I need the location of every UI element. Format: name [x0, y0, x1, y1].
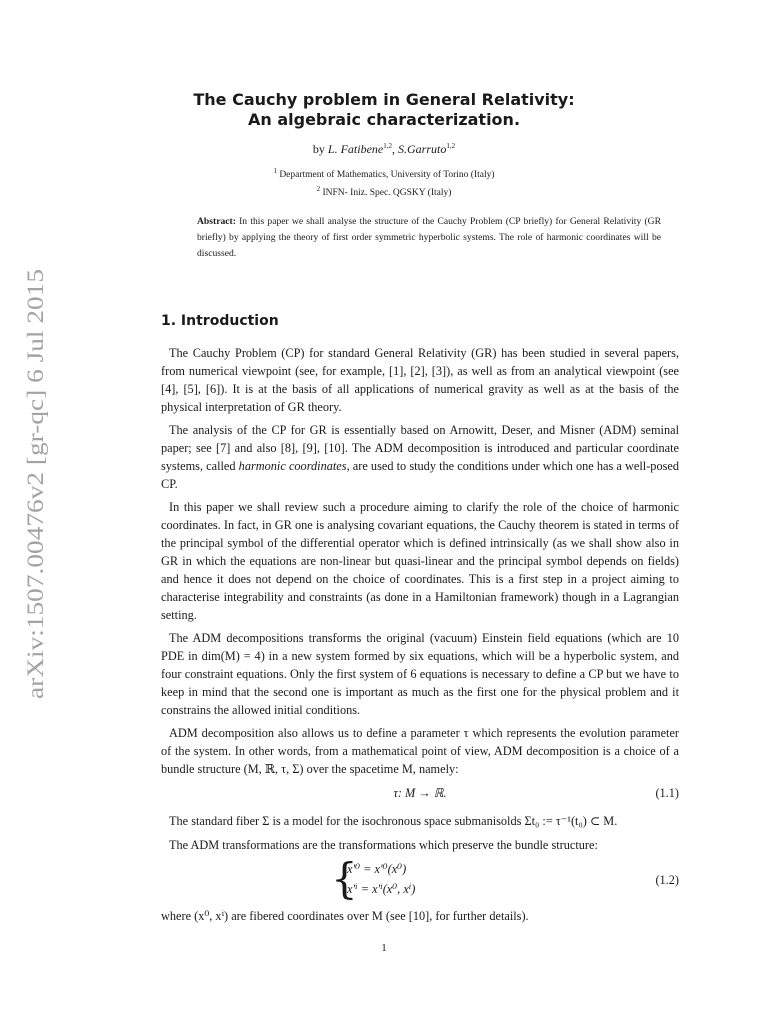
page-number: 1 — [381, 942, 387, 954]
author-line — [0, 142, 768, 157]
paragraph-6: The standard fiber Σ is a model for the isochronous space submanisolds Σt₀ := τ⁻¹(t₀) ⊂ M. — [169, 814, 618, 828]
affiliation-1-text: Department of Mathematics, University of Torino (Italy) — [276, 170, 495, 181]
author-2: S.Garruto — [397, 142, 447, 156]
title-line-1: The Cauchy problem in General Relativity: — [193, 90, 575, 109]
intro-body — [161, 344, 679, 783]
paragraph-2-a: The analysis of the CP for GR is essentially based on Arnowitt, Deser, and Misner (ADM) seminal paper; see [7] and also [8], [9], [10]. The ADM decomposition is introduced and particular coordinate systems, called — [161, 423, 679, 473]
paragraph-8: where (x⁰, xⁱ) are fibered coordinates over M (see [10], for further details). — [161, 909, 529, 923]
title-line-2: An algebraic characterization. — [247, 110, 521, 129]
affiliation-2-sup: 2 — [316, 185, 321, 193]
paper-title — [0, 90, 768, 130]
author-separator: , — [391, 142, 398, 156]
paragraph-2 — [161, 421, 679, 493]
author-2-sup: 1,2 — [446, 142, 456, 150]
paragraph-5: ADM decomposition also allows us to define a parameter τ which represents the evolution parameter of the system. In other words, from a mathematical point of view, ADM decomposition is a choice of a bundle structure (M, ℝ, τ, Σ) over the spacetime M, namely: — [161, 726, 679, 776]
arxiv-id-text: arXiv:1507.00476v2 [gr-qc] 6 Jul 2015 — [23, 337, 48, 699]
abstract-text: In this paper we shall analyse the structure of the Cauchy Problem (CP briefly) for General Relativity (GR briefly) by applying the theory of first order symmetric hyperbolic systems. The role of harmonic coordinates will be discussed. — [197, 216, 661, 259]
system-brace: { — [331, 854, 358, 903]
author-1-sup: 1,2 — [383, 142, 392, 150]
affiliation-1-sup: 1 — [273, 167, 277, 175]
equation-1-1-number: (1.1) — [655, 786, 679, 800]
paragraph-4: The ADM decompositions transforms the original (vacuum) Einstein field equations (which are 10 PDE in dim(M) = 4) in a new system formed by six equations, which will be a hyperbolic system, and four constraint equations. Only the first system of 6 equations is necessary to define a CP but we have to keep in mind that the second one is important as much as the first one for the physical problem and it constrains the allowed initial conditions. — [161, 631, 679, 717]
equation-1-2-number: (1.2) — [655, 873, 679, 887]
author-1: L. Fatibene — [327, 142, 384, 156]
arxiv-stamp — [14, 268, 52, 700]
equation-1-2-line-2: x′ⁱ = x′ⁱ(x⁰, xⁱ) — [347, 882, 416, 896]
paragraph-1: The Cauchy Problem (CP) for standard General Relativity (GR) has been studied in several papers, from numerical viewpoint (see, for example, [1], [2], [3]), as well as from an analytical viewpoint (see [4], [5], [6]). It is at the basis of all applications of numerical gravity as well as at the basis of the physical interpretation of GR theory. — [161, 346, 679, 414]
abstract — [197, 214, 661, 262]
paragraph-7: The ADM transformations are the transformations which preserve the bundle structure: — [169, 838, 598, 852]
paragraph-3: In this paper we shall review such a procedure aiming to clarify the role of the choice of harmonic coordinates. In fact, in GR one is analysing covariant equations, the Cauchy theorem is stated in terms of the principal symbol of the differential operator which is defined intrinsically (as we shall show also in GR in which the equations are non-linear but quasi-linear and the principal symbol depends on fields) and hence it does not depend on the choice of coordinates. This is a first step in a project aiming to characterise integrability and constraints (as done in a Hamiltonian framework) though in a Lagrangian setting. — [161, 500, 679, 622]
paragraph-2-emphasis: harmonic coordinates — [238, 459, 347, 473]
affiliation-2 — [0, 185, 768, 198]
by-label: by — [312, 142, 328, 156]
equation-1-1-body: τ: M → ℝ. — [393, 786, 447, 800]
paragraph-2-b: , are used to study the conditions under which one has a well-posed CP. — [161, 459, 679, 491]
abstract-label: Abstract: — [197, 216, 236, 227]
affiliation-1 — [0, 167, 768, 180]
equation-1-2-line-1: x′⁰ = x′⁰(x⁰) — [347, 862, 407, 876]
affiliation-2-text: INFN- Iniz. Spec. QGSKY (Italy) — [320, 188, 452, 199]
section-heading: 1. Introduction — [161, 313, 279, 329]
